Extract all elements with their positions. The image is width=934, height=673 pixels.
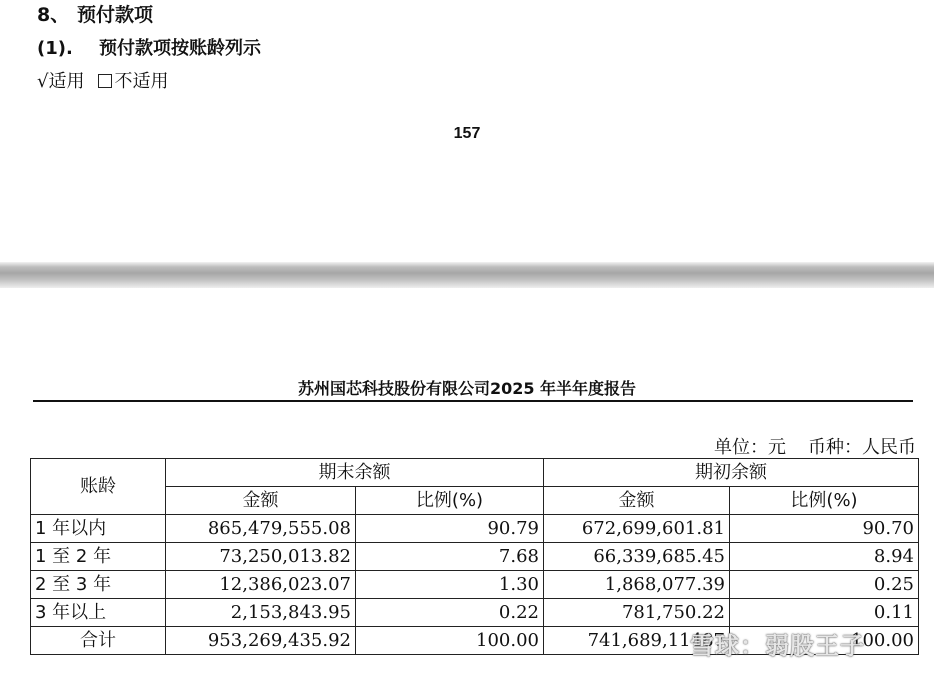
table-row — [31, 515, 919, 543]
row-label: 3 年以上 — [31, 599, 166, 627]
end-ratio-cell: 0.22 — [356, 599, 544, 627]
begin-amount-cell: 66,339,685.45 — [544, 543, 730, 571]
section-number: 8、 — [37, 4, 70, 26]
begin-balance-header: 期初余额 — [544, 459, 919, 487]
end-amount-cell: 12,386,023.07 — [166, 571, 356, 599]
end-ratio-cell: 1.30 — [356, 571, 544, 599]
end-amount-cell: 865,479,555.08 — [166, 515, 356, 543]
end-amount-cell: 73,250,013.82 — [166, 543, 356, 571]
header-rule — [33, 400, 913, 402]
check-mark-icon: √ — [37, 71, 49, 92]
aging-header: 账龄 — [31, 459, 166, 515]
begin-ratio-cell: 90.70 — [730, 515, 919, 543]
begin-ratio-cell: 0.11 — [730, 599, 919, 627]
begin-amount-cell: 1,868,077.39 — [544, 571, 730, 599]
subsection-heading — [37, 34, 261, 60]
subsection-number: (1). — [37, 38, 73, 59]
begin-amount-cell: 672,699,601.81 — [544, 515, 730, 543]
report-header: 苏州国芯科技股份有限公司2025 年半年度报告 — [297, 379, 637, 398]
applicability-line — [37, 67, 168, 93]
section-title: 预付款项 — [77, 4, 154, 26]
table-row — [31, 571, 919, 599]
row-label: 2 至 3 年 — [31, 571, 166, 599]
table-row — [31, 543, 919, 571]
table-row — [31, 599, 919, 627]
end-ratio-cell: 90.79 — [356, 515, 544, 543]
end-ratio-total: 100.00 — [356, 627, 544, 655]
begin-amount-header: 金额 — [544, 487, 730, 515]
begin-amount-cell: 781,750.22 — [544, 599, 730, 627]
empty-checkbox-icon — [98, 74, 112, 88]
begin-ratio-cell: 0.25 — [730, 571, 919, 599]
not-applicable-label: 不适用 — [114, 71, 169, 92]
begin-ratio-total: 100.00 — [730, 627, 919, 655]
end-ratio-header: 比例(%) — [356, 487, 544, 515]
applicable-label: 适用 — [48, 71, 85, 92]
end-amount-header: 金额 — [166, 487, 356, 515]
section-heading — [37, 0, 153, 27]
end-amount-total: 953,269,435.92 — [166, 627, 356, 655]
end-balance-header: 期末余额 — [166, 459, 544, 487]
begin-ratio-cell: 8.94 — [730, 543, 919, 571]
end-amount-cell: 2,153,843.95 — [166, 599, 356, 627]
currency-label: 币种：人民币 — [808, 437, 916, 458]
unit-line — [714, 433, 916, 459]
unit-label: 单位：元 — [714, 437, 786, 458]
begin-amount-total: 741,689,11487 — [544, 627, 730, 655]
table-header-row — [31, 459, 919, 487]
watermark: 雪球：弱股王子 — [690, 632, 865, 660]
page-separator — [0, 262, 934, 288]
row-label: 1 年以内 — [31, 515, 166, 543]
page-number: 157 — [453, 125, 481, 142]
begin-ratio-header: 比例(%) — [730, 487, 919, 515]
total-label: 合计 — [31, 627, 166, 655]
end-ratio-cell: 7.68 — [356, 543, 544, 571]
subsection-title: 预付款项按账龄列示 — [99, 38, 261, 59]
row-label: 1 至 2 年 — [31, 543, 166, 571]
